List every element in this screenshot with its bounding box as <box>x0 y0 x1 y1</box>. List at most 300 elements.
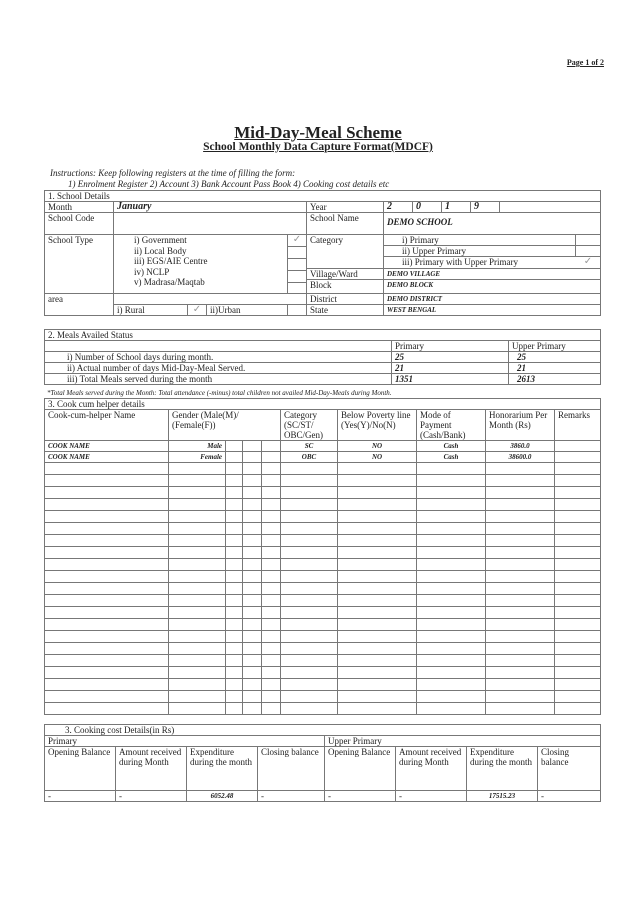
empty-cell[interactable] <box>281 583 338 595</box>
location-labels <box>307 269 384 294</box>
empty-table-row <box>45 595 601 607</box>
empty-cell[interactable] <box>262 703 281 715</box>
meals-row-label: i) Number of School days during month. <box>45 352 392 363</box>
empty-cell[interactable] <box>226 535 243 547</box>
empty-cell[interactable] <box>486 499 555 511</box>
empty-cell[interactable] <box>486 619 555 631</box>
empty-cell[interactable] <box>243 511 262 523</box>
empty-cell[interactable] <box>243 523 262 535</box>
empty-cell[interactable] <box>338 691 417 703</box>
empty-cell[interactable] <box>417 571 486 583</box>
empty-cell[interactable] <box>281 679 338 691</box>
empty-cell[interactable] <box>417 523 486 535</box>
empty-cell[interactable] <box>417 619 486 631</box>
empty-cell[interactable] <box>417 667 486 679</box>
empty-cell[interactable] <box>338 583 417 595</box>
empty-cell[interactable] <box>281 511 338 523</box>
empty-cell[interactable] <box>486 535 555 547</box>
empty-cell[interactable] <box>338 499 417 511</box>
empty-cell[interactable] <box>243 571 262 583</box>
school-type-checkbox[interactable] <box>288 259 306 271</box>
empty-cell[interactable] <box>555 607 601 619</box>
primary-expenditure-value[interactable]: 6052.48 <box>187 791 258 802</box>
empty-table-row <box>45 583 601 595</box>
empty-cell[interactable] <box>417 475 486 487</box>
empty-cell[interactable] <box>486 583 555 595</box>
empty-cell[interactable] <box>262 607 281 619</box>
section-heading: 3. Cook cum helper details <box>45 399 601 410</box>
empty-cell[interactable] <box>243 475 262 487</box>
empty-cell[interactable] <box>338 475 417 487</box>
upper-opening-value[interactable]: - <box>325 791 396 802</box>
empty-cell[interactable] <box>486 595 555 607</box>
empty-cell[interactable] <box>169 691 226 703</box>
meals-upper-value[interactable]: 2613 <box>509 374 601 385</box>
empty-cell[interactable] <box>262 463 281 475</box>
empty-cell[interactable] <box>169 535 226 547</box>
empty-cell[interactable] <box>45 511 169 523</box>
empty-cell[interactable] <box>169 487 226 499</box>
empty-cell[interactable] <box>169 607 226 619</box>
empty-cell[interactable] <box>45 583 169 595</box>
month-label: Month <box>45 202 114 213</box>
cook-bpl[interactable]: NO <box>338 452 417 463</box>
empty-cell[interactable] <box>486 679 555 691</box>
empty-table-row <box>45 499 601 511</box>
empty-cell[interactable] <box>226 547 243 559</box>
empty-cell[interactable] <box>486 547 555 559</box>
empty-cell[interactable] <box>417 487 486 499</box>
empty-cell[interactable] <box>486 571 555 583</box>
empty-cell[interactable] <box>338 679 417 691</box>
empty-cell[interactable] <box>555 643 601 655</box>
empty-cell[interactable] <box>281 667 338 679</box>
empty-cell[interactable] <box>555 655 601 667</box>
empty-cell[interactable] <box>338 463 417 475</box>
empty-cell[interactable] <box>281 475 338 487</box>
empty-cell[interactable] <box>169 559 226 571</box>
empty-cell[interactable] <box>243 703 262 715</box>
cook-mode[interactable]: Cash <box>417 441 486 452</box>
empty-cell[interactable] <box>486 655 555 667</box>
category-checkbox[interactable] <box>575 235 600 245</box>
empty-cell[interactable] <box>555 595 601 607</box>
empty-cell[interactable] <box>281 535 338 547</box>
empty-cell[interactable] <box>338 631 417 643</box>
empty-cell[interactable] <box>486 607 555 619</box>
section-heading: 1. School Details <box>45 191 601 202</box>
empty-cell[interactable] <box>281 571 338 583</box>
empty-cell[interactable] <box>226 655 243 667</box>
empty-cell[interactable] <box>226 559 243 571</box>
empty-table-row <box>45 547 601 559</box>
empty-cell[interactable] <box>486 463 555 475</box>
empty-cell[interactable] <box>417 655 486 667</box>
empty-cell[interactable] <box>262 643 281 655</box>
empty-cell[interactable] <box>338 487 417 499</box>
school-type-checkbox[interactable] <box>288 271 306 283</box>
cook-gender[interactable]: Male <box>169 441 226 452</box>
page-number: Page 1 of 2 <box>566 58 604 67</box>
empty-cell[interactable] <box>338 595 417 607</box>
empty-table-row <box>45 559 601 571</box>
empty-cell[interactable] <box>169 667 226 679</box>
empty-cell[interactable] <box>169 583 226 595</box>
empty-cell[interactable] <box>555 511 601 523</box>
empty-cell[interactable] <box>169 643 226 655</box>
cook-honorarium[interactable]: 3860.0 <box>486 441 555 452</box>
empty-cell[interactable] <box>169 655 226 667</box>
cook-mode[interactable]: Cash <box>417 452 486 463</box>
empty-table-row <box>45 487 601 499</box>
empty-cell[interactable] <box>338 643 417 655</box>
empty-cell[interactable] <box>169 511 226 523</box>
instructions-line: Instructions: Keep following registers at the time of filling the form: <box>50 168 296 178</box>
cook-gender[interactable]: Female <box>169 452 226 463</box>
empty-cell[interactable] <box>243 583 262 595</box>
empty-cell[interactable] <box>281 487 338 499</box>
empty-cell[interactable] <box>226 487 243 499</box>
empty-cell[interactable] <box>417 679 486 691</box>
cook-honorarium[interactable]: 38600.0 <box>486 452 555 463</box>
empty-cell[interactable] <box>281 703 338 715</box>
empty-cell[interactable] <box>45 487 169 499</box>
empty-cell[interactable] <box>226 667 243 679</box>
cook-category[interactable]: OBC <box>281 452 338 463</box>
empty-cell[interactable] <box>555 667 601 679</box>
empty-cell[interactable] <box>243 463 262 475</box>
empty-cell[interactable] <box>226 691 243 703</box>
cook-name[interactable]: COOK NAME <box>45 441 169 452</box>
empty-cell[interactable] <box>243 607 262 619</box>
empty-cell[interactable] <box>555 487 601 499</box>
empty-cell[interactable] <box>338 607 417 619</box>
meals-row <box>45 352 601 363</box>
empty-cell[interactable] <box>45 475 169 487</box>
empty-cell[interactable] <box>45 607 169 619</box>
empty-cell[interactable] <box>169 547 226 559</box>
empty-cell[interactable] <box>243 595 262 607</box>
school-type-option: i) Government <box>134 235 187 245</box>
district-field[interactable]: DEMO DISTRICT <box>384 294 601 305</box>
school-type-checkbox[interactable] <box>288 283 306 293</box>
empty-table-row <box>45 619 601 631</box>
empty-cell[interactable] <box>555 631 601 643</box>
school-type-options <box>114 235 288 294</box>
col-closing-balance: Closing balance <box>538 747 601 791</box>
empty-cell[interactable] <box>169 703 226 715</box>
empty-cell[interactable] <box>486 643 555 655</box>
empty-cell[interactable] <box>555 535 601 547</box>
empty-cell[interactable] <box>338 523 417 535</box>
empty-cell[interactable] <box>486 703 555 715</box>
empty-cell[interactable] <box>417 631 486 643</box>
upper-received-value[interactable]: - <box>396 791 467 802</box>
col-closing-balance: Closing balance <box>258 747 325 791</box>
empty-cell[interactable] <box>262 679 281 691</box>
empty-cell[interactable] <box>338 547 417 559</box>
empty-cell[interactable] <box>262 499 281 511</box>
empty-cell[interactable] <box>169 595 226 607</box>
empty-cell[interactable] <box>338 511 417 523</box>
empty-table-row <box>45 523 601 535</box>
page-subtitle: School Monthly Data Capture Format(MDCF) <box>203 141 433 153</box>
empty-cell[interactable] <box>338 667 417 679</box>
empty-cell[interactable] <box>486 475 555 487</box>
empty-cell[interactable] <box>45 499 169 511</box>
upper-expenditure-value[interactable]: 17515.23 <box>467 791 538 802</box>
empty-cell[interactable] <box>45 535 169 547</box>
school-type-option: v) Madrasa/Maqtab <box>134 277 205 287</box>
empty-cell[interactable] <box>226 583 243 595</box>
empty-cell[interactable] <box>243 547 262 559</box>
empty-cell[interactable] <box>243 559 262 571</box>
empty-cell[interactable] <box>45 667 169 679</box>
empty-cell[interactable] <box>262 619 281 631</box>
empty-cell[interactable] <box>338 703 417 715</box>
empty-cell[interactable] <box>486 511 555 523</box>
empty-cell[interactable] <box>262 523 281 535</box>
empty-cell[interactable] <box>417 583 486 595</box>
primary-closing-value[interactable]: - <box>258 791 325 802</box>
empty-cell[interactable] <box>45 559 169 571</box>
empty-cell[interactable] <box>555 679 601 691</box>
empty-cell[interactable] <box>338 571 417 583</box>
empty-cell[interactable] <box>281 607 338 619</box>
empty-cell[interactable] <box>243 499 262 511</box>
empty-cell[interactable] <box>262 595 281 607</box>
empty-cell[interactable] <box>417 463 486 475</box>
empty-cell[interactable] <box>226 595 243 607</box>
header-bpl: Below Poverty line (Yes(Y)/No(N) <box>338 410 417 441</box>
empty-cell[interactable] <box>45 631 169 643</box>
urban-option: ii)Urban <box>207 305 288 315</box>
empty-cell[interactable] <box>417 607 486 619</box>
empty-cell[interactable] <box>45 463 169 475</box>
year-digit[interactable]: 1 <box>442 202 471 212</box>
empty-cell[interactable] <box>417 643 486 655</box>
empty-cell[interactable] <box>417 703 486 715</box>
primary-received-value[interactable]: - <box>116 791 187 802</box>
empty-cell[interactable] <box>555 499 601 511</box>
empty-cell[interactable] <box>243 691 262 703</box>
year-digit[interactable]: 2 <box>384 202 413 212</box>
empty-cell[interactable] <box>262 547 281 559</box>
empty-cell[interactable] <box>45 679 169 691</box>
primary-opening-value[interactable]: - <box>45 791 116 802</box>
empty-cell[interactable] <box>338 535 417 547</box>
empty-cell[interactable] <box>555 619 601 631</box>
col-opening-balance: Opening Balance <box>325 747 396 791</box>
school-type-label: School Type <box>45 235 114 294</box>
empty-cell[interactable] <box>338 655 417 667</box>
empty-table-row <box>45 463 601 475</box>
year-digit[interactable]: 0 <box>413 202 442 212</box>
primary-label: Primary <box>45 736 325 747</box>
empty-cell[interactable] <box>486 523 555 535</box>
empty-cell[interactable] <box>226 643 243 655</box>
col-amount-received: Amount received during Month <box>116 747 187 791</box>
meals-upper-value[interactable]: 21 <box>509 363 601 374</box>
empty-cell[interactable] <box>243 535 262 547</box>
empty-cell[interactable] <box>169 499 226 511</box>
empty-cell[interactable] <box>226 607 243 619</box>
empty-cell[interactable] <box>226 619 243 631</box>
empty-cell[interactable] <box>281 559 338 571</box>
empty-cell[interactable] <box>281 655 338 667</box>
empty-cell[interactable] <box>226 463 243 475</box>
empty-cell[interactable] <box>45 643 169 655</box>
empty-cell[interactable] <box>417 547 486 559</box>
empty-cell[interactable] <box>417 691 486 703</box>
col-opening-balance: Opening Balance <box>45 747 116 791</box>
area-label: area <box>45 294 114 316</box>
empty-cell[interactable] <box>45 595 169 607</box>
col-expenditure: Expenditure during the month <box>467 747 538 791</box>
empty-cell[interactable] <box>417 499 486 511</box>
empty-cell[interactable] <box>262 583 281 595</box>
empty-cell[interactable] <box>281 619 338 631</box>
cook-bpl[interactable]: NO <box>338 441 417 452</box>
rural-checkbox[interactable]: ✓ <box>188 305 207 315</box>
cook-remarks[interactable] <box>555 452 601 463</box>
block-label: Block <box>310 280 332 290</box>
empty-cell[interactable] <box>226 631 243 643</box>
empty-cell[interactable] <box>262 487 281 499</box>
school-name-field[interactable]: DEMO SCHOOL <box>384 213 601 235</box>
meals-primary-value[interactable]: 25 <box>392 352 509 363</box>
empty-cell[interactable] <box>486 559 555 571</box>
empty-cell[interactable] <box>555 475 601 487</box>
empty-cell[interactable] <box>417 595 486 607</box>
empty-cell[interactable] <box>226 475 243 487</box>
empty-cell[interactable] <box>226 571 243 583</box>
empty-cell[interactable] <box>555 463 601 475</box>
empty-cell[interactable] <box>555 691 601 703</box>
empty-cell[interactable] <box>338 619 417 631</box>
empty-cell[interactable] <box>243 487 262 499</box>
empty-cell[interactable] <box>243 631 262 643</box>
empty-cell[interactable] <box>169 631 226 643</box>
empty-cell[interactable] <box>417 511 486 523</box>
empty-cell[interactable] <box>555 571 601 583</box>
village-field[interactable]: DEMO VILLAGE <box>384 269 600 280</box>
empty-cell[interactable] <box>417 559 486 571</box>
meals-primary-value[interactable]: 21 <box>392 363 509 374</box>
empty-cell[interactable] <box>243 643 262 655</box>
empty-cell[interactable] <box>262 667 281 679</box>
empty-cell[interactable] <box>281 643 338 655</box>
empty-cell[interactable] <box>226 511 243 523</box>
block-field[interactable]: DEMO BLOCK <box>387 281 434 289</box>
empty-cell[interactable] <box>486 487 555 499</box>
cook-category[interactable]: SC <box>281 441 338 452</box>
empty-cell[interactable] <box>169 571 226 583</box>
empty-cell[interactable] <box>338 559 417 571</box>
empty-cell[interactable] <box>486 667 555 679</box>
year-digit[interactable]: 9 <box>471 202 500 212</box>
empty-cell[interactable] <box>169 463 226 475</box>
empty-cell[interactable] <box>262 691 281 703</box>
empty-cell[interactable] <box>45 619 169 631</box>
empty-cell[interactable] <box>262 559 281 571</box>
empty-cell[interactable] <box>281 463 338 475</box>
header-category: Category (SC/ST/ OBC/Gen) <box>281 410 338 441</box>
month-field[interactable]: January <box>114 202 307 213</box>
district-label: District <box>307 294 384 305</box>
meals-primary-value[interactable]: 1351 <box>392 374 509 385</box>
upper-closing-value[interactable]: - <box>538 791 601 802</box>
empty-cell[interactable] <box>555 547 601 559</box>
empty-cell[interactable] <box>243 667 262 679</box>
empty-table-row <box>45 571 601 583</box>
cook-name[interactable]: COOK NAME <box>45 452 169 463</box>
empty-cell[interactable] <box>45 703 169 715</box>
header-mode: Mode of Payment (Cash/Bank) <box>417 410 486 441</box>
empty-cell[interactable] <box>262 475 281 487</box>
school-type-checkbox[interactable] <box>288 247 306 259</box>
empty-table-row <box>45 679 601 691</box>
empty-cell[interactable] <box>486 691 555 703</box>
empty-cell[interactable] <box>226 499 243 511</box>
empty-cell[interactable] <box>555 583 601 595</box>
empty-cell[interactable] <box>262 631 281 643</box>
category-checkbox[interactable] <box>575 246 600 256</box>
empty-cell[interactable] <box>281 691 338 703</box>
empty-cell[interactable] <box>169 475 226 487</box>
empty-cell[interactable] <box>417 535 486 547</box>
empty-cell[interactable] <box>262 535 281 547</box>
empty-table-row <box>45 667 601 679</box>
empty-cell[interactable] <box>555 559 601 571</box>
school-code-field[interactable] <box>114 213 307 235</box>
category-checkbox[interactable]: ✓ <box>583 256 593 267</box>
empty-cell[interactable] <box>45 571 169 583</box>
state-field[interactable]: WEST BENGAL <box>384 305 601 316</box>
empty-cell[interactable] <box>243 619 262 631</box>
empty-cell[interactable] <box>169 679 226 691</box>
empty-cell[interactable] <box>45 523 169 535</box>
urban-checkbox[interactable] <box>288 305 306 315</box>
empty-cell[interactable] <box>243 679 262 691</box>
meals-upper-value[interactable]: 25 <box>509 352 601 363</box>
empty-cell[interactable] <box>262 655 281 667</box>
empty-cell[interactable] <box>555 703 601 715</box>
empty-cell[interactable] <box>281 631 338 643</box>
empty-cell[interactable] <box>169 523 226 535</box>
empty-cell[interactable] <box>243 655 262 667</box>
empty-cell[interactable] <box>262 571 281 583</box>
empty-cell[interactable] <box>45 691 169 703</box>
empty-cell[interactable] <box>226 523 243 535</box>
empty-cell[interactable] <box>45 655 169 667</box>
empty-cell[interactable] <box>262 511 281 523</box>
empty-cell[interactable] <box>281 523 338 535</box>
category-option: i) Primary <box>402 235 439 245</box>
empty-cell[interactable] <box>226 703 243 715</box>
empty-cell[interactable] <box>169 619 226 631</box>
cook-remarks[interactable] <box>555 441 601 452</box>
empty-cell[interactable] <box>45 547 169 559</box>
empty-cell[interactable] <box>486 631 555 643</box>
empty-cell[interactable] <box>281 547 338 559</box>
school-type-checkbox[interactable]: ✓ <box>288 235 306 247</box>
empty-cell[interactable] <box>555 523 601 535</box>
school-name-label: School Name <box>307 213 384 235</box>
empty-cell[interactable] <box>226 679 243 691</box>
empty-cell[interactable] <box>281 595 338 607</box>
empty-cell[interactable] <box>281 499 338 511</box>
